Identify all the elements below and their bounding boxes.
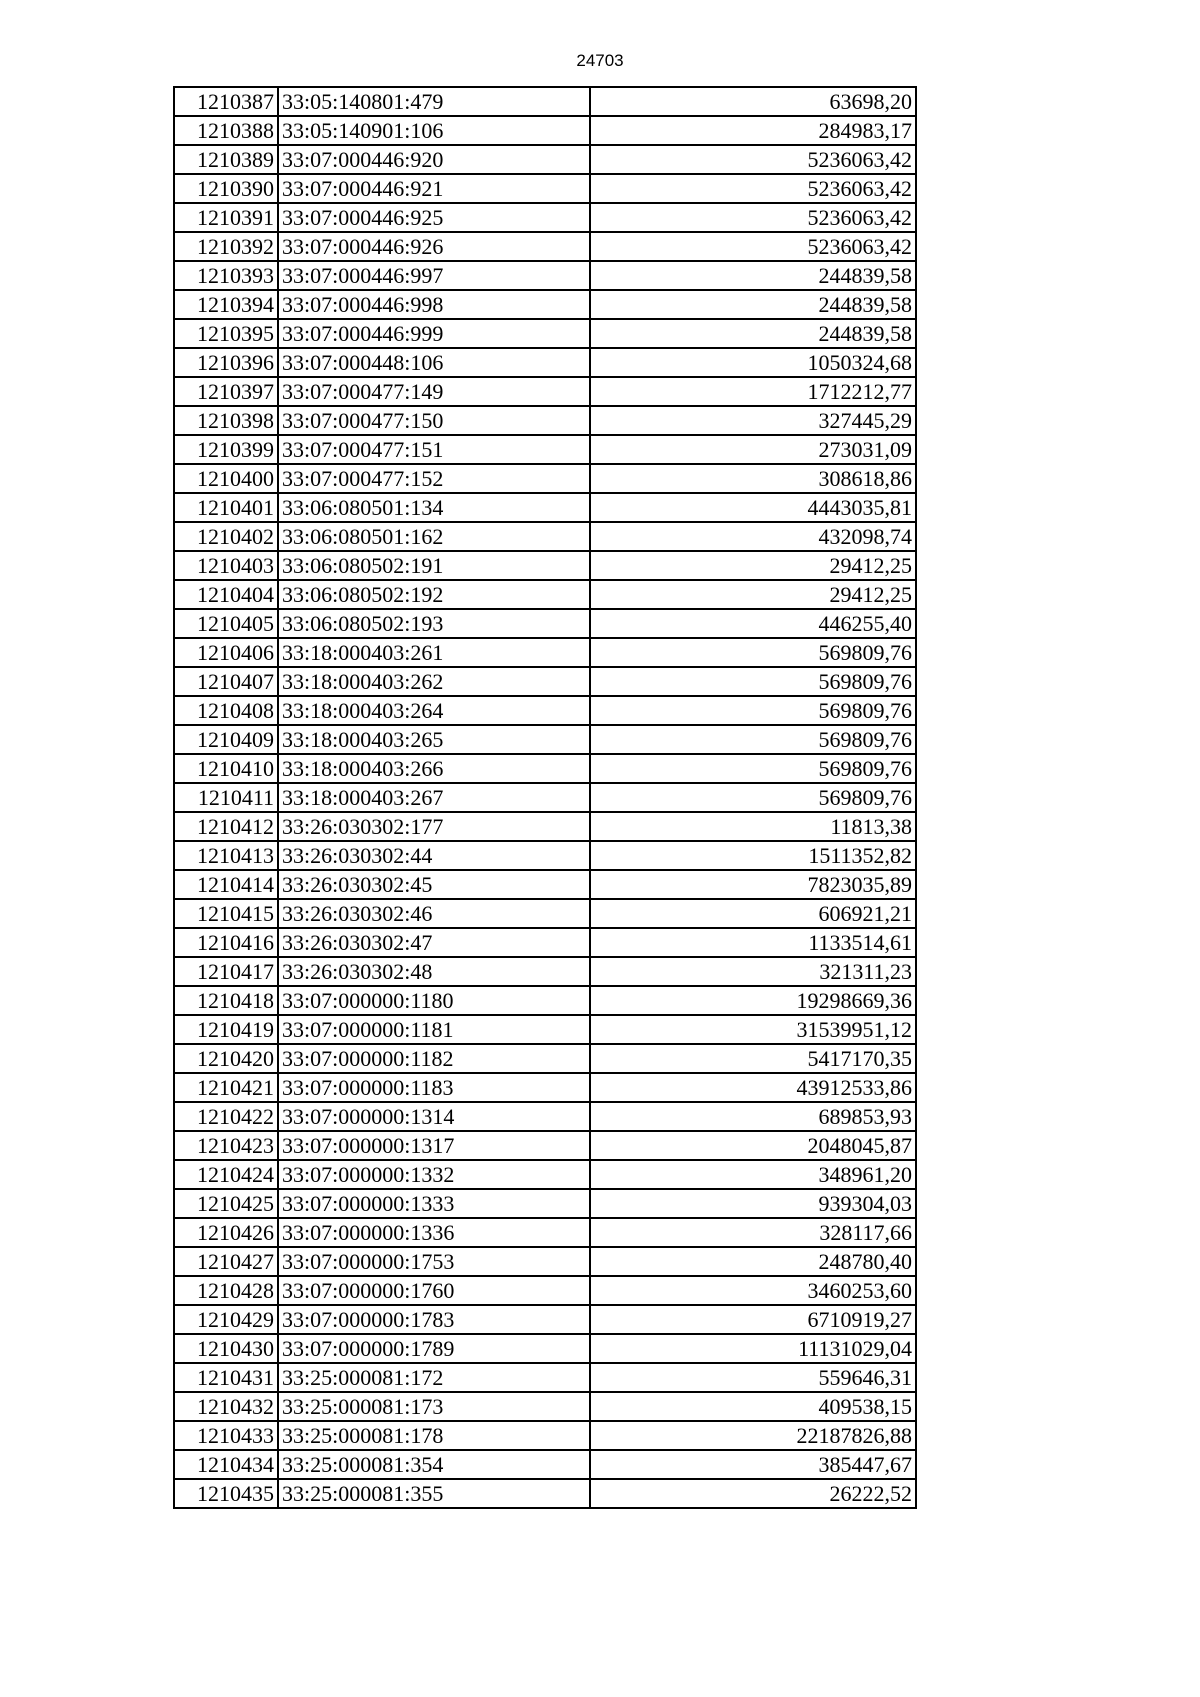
row-id-cell: 1210392 xyxy=(174,232,278,261)
table-row xyxy=(174,696,916,725)
value-cell: 248780,40 xyxy=(590,1247,916,1276)
cadastral-number-cell: 33:07:000477:152 xyxy=(278,464,590,493)
value-cell: 5236063,42 xyxy=(590,174,916,203)
value-cell: 569809,76 xyxy=(590,696,916,725)
cadastral-number-cell: 33:07:000446:926 xyxy=(278,232,590,261)
cadastral-number-cell: 33:06:080501:134 xyxy=(278,493,590,522)
row-id-cell: 1210394 xyxy=(174,290,278,319)
row-id-cell: 1210414 xyxy=(174,870,278,899)
row-id-cell: 1210418 xyxy=(174,986,278,1015)
value-cell: 327445,29 xyxy=(590,406,916,435)
value-cell: 244839,58 xyxy=(590,261,916,290)
table-row xyxy=(174,638,916,667)
row-id-cell: 1210408 xyxy=(174,696,278,725)
cadastral-number-cell: 33:07:000000:1317 xyxy=(278,1131,590,1160)
value-cell: 569809,76 xyxy=(590,783,916,812)
table-row xyxy=(174,406,916,435)
table-row xyxy=(174,261,916,290)
value-cell: 11813,38 xyxy=(590,812,916,841)
value-cell: 569809,76 xyxy=(590,754,916,783)
cadastral-number-cell: 33:07:000446:998 xyxy=(278,290,590,319)
value-cell: 5236063,42 xyxy=(590,145,916,174)
cadastral-number-cell: 33:06:080501:162 xyxy=(278,522,590,551)
row-id-cell: 1210423 xyxy=(174,1131,278,1160)
row-id-cell: 1210433 xyxy=(174,1421,278,1450)
cadastral-number-cell: 33:07:000446:997 xyxy=(278,261,590,290)
table-row xyxy=(174,580,916,609)
cadastral-number-cell: 33:07:000000:1789 xyxy=(278,1334,590,1363)
row-id-cell: 1210390 xyxy=(174,174,278,203)
table-row xyxy=(174,1073,916,1102)
cadastral-number-cell: 33:07:000000:1753 xyxy=(278,1247,590,1276)
cadastral-number-cell: 33:18:000403:266 xyxy=(278,754,590,783)
cadastral-number-cell: 33:07:000477:150 xyxy=(278,406,590,435)
value-cell: 284983,17 xyxy=(590,116,916,145)
table-row xyxy=(174,812,916,841)
cadastral-number-cell: 33:07:000477:151 xyxy=(278,435,590,464)
row-id-cell: 1210429 xyxy=(174,1305,278,1334)
value-cell: 1133514,61 xyxy=(590,928,916,957)
table-row xyxy=(174,1102,916,1131)
row-id-cell: 1210425 xyxy=(174,1189,278,1218)
table-row xyxy=(174,1247,916,1276)
value-cell: 5236063,42 xyxy=(590,232,916,261)
value-cell: 5417170,35 xyxy=(590,1044,916,1073)
value-cell: 559646,31 xyxy=(590,1363,916,1392)
table-row xyxy=(174,783,916,812)
value-cell: 43912533,86 xyxy=(590,1073,916,1102)
row-id-cell: 1210434 xyxy=(174,1450,278,1479)
cadastral-number-cell: 33:05:140801:479 xyxy=(278,87,590,116)
table-row xyxy=(174,754,916,783)
cadastral-number-cell: 33:06:080502:192 xyxy=(278,580,590,609)
cadastral-number-cell: 33:18:000403:267 xyxy=(278,783,590,812)
value-cell: 2048045,87 xyxy=(590,1131,916,1160)
value-cell: 31539951,12 xyxy=(590,1015,916,1044)
row-id-cell: 1210426 xyxy=(174,1218,278,1247)
cadastral-number-cell: 33:07:000477:149 xyxy=(278,377,590,406)
table-row xyxy=(174,841,916,870)
table-row xyxy=(174,174,916,203)
value-cell: 1511352,82 xyxy=(590,841,916,870)
value-cell: 606921,21 xyxy=(590,899,916,928)
value-cell: 6710919,27 xyxy=(590,1305,916,1334)
cadastral-number-cell: 33:26:030302:177 xyxy=(278,812,590,841)
table-row xyxy=(174,928,916,957)
table-row xyxy=(174,1189,916,1218)
table-row xyxy=(174,232,916,261)
value-cell: 63698,20 xyxy=(590,87,916,116)
table-row xyxy=(174,1131,916,1160)
cadastral-number-cell: 33:07:000446:999 xyxy=(278,319,590,348)
table-row xyxy=(174,957,916,986)
table-row xyxy=(174,667,916,696)
table-row xyxy=(174,116,916,145)
cadastral-number-cell: 33:05:140901:106 xyxy=(278,116,590,145)
row-id-cell: 1210427 xyxy=(174,1247,278,1276)
value-cell: 244839,58 xyxy=(590,290,916,319)
value-cell: 569809,76 xyxy=(590,638,916,667)
row-id-cell: 1210400 xyxy=(174,464,278,493)
value-cell: 7823035,89 xyxy=(590,870,916,899)
row-id-cell: 1210411 xyxy=(174,783,278,812)
cadastral-number-cell: 33:26:030302:47 xyxy=(278,928,590,957)
value-cell: 321311,23 xyxy=(590,957,916,986)
table-row xyxy=(174,203,916,232)
cadastral-number-cell: 33:07:000448:106 xyxy=(278,348,590,377)
table-row xyxy=(174,1392,916,1421)
row-id-cell: 1210431 xyxy=(174,1363,278,1392)
row-id-cell: 1210419 xyxy=(174,1015,278,1044)
row-id-cell: 1210388 xyxy=(174,116,278,145)
table-row xyxy=(174,899,916,928)
cadastral-number-cell: 33:25:000081:173 xyxy=(278,1392,590,1421)
row-id-cell: 1210435 xyxy=(174,1479,278,1508)
cadastral-number-cell: 33:07:000446:921 xyxy=(278,174,590,203)
table-row xyxy=(174,348,916,377)
cadastral-number-cell: 33:07:000000:1180 xyxy=(278,986,590,1015)
cadastral-number-cell: 33:07:000000:1333 xyxy=(278,1189,590,1218)
cadastral-number-cell: 33:25:000081:172 xyxy=(278,1363,590,1392)
value-cell: 446255,40 xyxy=(590,609,916,638)
cadastral-number-cell: 33:25:000081:355 xyxy=(278,1479,590,1508)
table-row xyxy=(174,1421,916,1450)
table-row xyxy=(174,870,916,899)
row-id-cell: 1210412 xyxy=(174,812,278,841)
table-row xyxy=(174,522,916,551)
value-cell: 939304,03 xyxy=(590,1189,916,1218)
value-cell: 1050324,68 xyxy=(590,348,916,377)
value-cell: 4443035,81 xyxy=(590,493,916,522)
table-row xyxy=(174,1218,916,1247)
cadastral-number-cell: 33:26:030302:46 xyxy=(278,899,590,928)
cadastral-number-cell: 33:07:000000:1181 xyxy=(278,1015,590,1044)
table-row xyxy=(174,493,916,522)
table-row xyxy=(174,377,916,406)
value-cell: 11131029,04 xyxy=(590,1334,916,1363)
cadastral-number-cell: 33:25:000081:178 xyxy=(278,1421,590,1450)
value-cell: 432098,74 xyxy=(590,522,916,551)
cadastral-number-cell: 33:18:000403:262 xyxy=(278,667,590,696)
cadastral-number-cell: 33:26:030302:44 xyxy=(278,841,590,870)
table-row xyxy=(174,319,916,348)
row-id-cell: 1210406 xyxy=(174,638,278,667)
value-cell: 29412,25 xyxy=(590,580,916,609)
row-id-cell: 1210413 xyxy=(174,841,278,870)
row-id-cell: 1210430 xyxy=(174,1334,278,1363)
value-cell: 348961,20 xyxy=(590,1160,916,1189)
table-row xyxy=(174,1160,916,1189)
table-row xyxy=(174,986,916,1015)
cadastral-number-cell: 33:07:000000:1332 xyxy=(278,1160,590,1189)
cadastral-number-cell: 33:07:000446:920 xyxy=(278,145,590,174)
row-id-cell: 1210396 xyxy=(174,348,278,377)
value-cell: 385447,67 xyxy=(590,1450,916,1479)
value-cell: 22187826,88 xyxy=(590,1421,916,1450)
cadastral-number-cell: 33:25:000081:354 xyxy=(278,1450,590,1479)
table-row xyxy=(174,1276,916,1305)
value-cell: 328117,66 xyxy=(590,1218,916,1247)
table-row xyxy=(174,87,916,116)
table-row xyxy=(174,1450,916,1479)
cadastral-number-cell: 33:18:000403:261 xyxy=(278,638,590,667)
row-id-cell: 1210401 xyxy=(174,493,278,522)
row-id-cell: 1210393 xyxy=(174,261,278,290)
cadastral-number-cell: 33:07:000446:925 xyxy=(278,203,590,232)
page-number: 24703 xyxy=(576,51,624,70)
value-cell: 26222,52 xyxy=(590,1479,916,1508)
row-id-cell: 1210407 xyxy=(174,667,278,696)
value-cell: 569809,76 xyxy=(590,667,916,696)
value-cell: 308618,86 xyxy=(590,464,916,493)
cadastral-number-cell: 33:07:000000:1314 xyxy=(278,1102,590,1131)
cadastral-value-table xyxy=(173,86,917,1509)
cadastral-number-cell: 33:07:000000:1183 xyxy=(278,1073,590,1102)
cadastral-number-cell: 33:26:030302:48 xyxy=(278,957,590,986)
row-id-cell: 1210424 xyxy=(174,1160,278,1189)
table-row xyxy=(174,1305,916,1334)
row-id-cell: 1210410 xyxy=(174,754,278,783)
row-id-cell: 1210398 xyxy=(174,406,278,435)
row-id-cell: 1210403 xyxy=(174,551,278,580)
table-row xyxy=(174,725,916,754)
cadastral-number-cell: 33:18:000403:265 xyxy=(278,725,590,754)
cadastral-number-cell: 33:07:000000:1760 xyxy=(278,1276,590,1305)
row-id-cell: 1210428 xyxy=(174,1276,278,1305)
cadastral-number-cell: 33:07:000000:1336 xyxy=(278,1218,590,1247)
row-id-cell: 1210415 xyxy=(174,899,278,928)
value-cell: 5236063,42 xyxy=(590,203,916,232)
value-cell: 409538,15 xyxy=(590,1392,916,1421)
value-cell: 1712212,77 xyxy=(590,377,916,406)
cadastral-number-cell: 33:06:080502:193 xyxy=(278,609,590,638)
row-id-cell: 1210416 xyxy=(174,928,278,957)
table-row xyxy=(174,290,916,319)
table-row xyxy=(174,1479,916,1508)
row-id-cell: 1210397 xyxy=(174,377,278,406)
value-cell: 689853,93 xyxy=(590,1102,916,1131)
row-id-cell: 1210432 xyxy=(174,1392,278,1421)
table-row xyxy=(174,464,916,493)
cadastral-number-cell: 33:18:000403:264 xyxy=(278,696,590,725)
value-cell: 29412,25 xyxy=(590,551,916,580)
table-row xyxy=(174,1044,916,1073)
row-id-cell: 1210389 xyxy=(174,145,278,174)
value-cell: 19298669,36 xyxy=(590,986,916,1015)
row-id-cell: 1210417 xyxy=(174,957,278,986)
row-id-cell: 1210395 xyxy=(174,319,278,348)
row-id-cell: 1210404 xyxy=(174,580,278,609)
table-body xyxy=(174,87,916,1508)
table-row xyxy=(174,609,916,638)
table-row xyxy=(174,1015,916,1044)
cadastral-number-cell: 33:07:000000:1783 xyxy=(278,1305,590,1334)
row-id-cell: 1210391 xyxy=(174,203,278,232)
row-id-cell: 1210421 xyxy=(174,1073,278,1102)
value-cell: 244839,58 xyxy=(590,319,916,348)
value-cell: 569809,76 xyxy=(590,725,916,754)
row-id-cell: 1210420 xyxy=(174,1044,278,1073)
value-cell: 3460253,60 xyxy=(590,1276,916,1305)
row-id-cell: 1210409 xyxy=(174,725,278,754)
cadastral-number-cell: 33:06:080502:191 xyxy=(278,551,590,580)
table-row xyxy=(174,435,916,464)
cadastral-number-cell: 33:07:000000:1182 xyxy=(278,1044,590,1073)
row-id-cell: 1210399 xyxy=(174,435,278,464)
table-row xyxy=(174,1363,916,1392)
row-id-cell: 1210402 xyxy=(174,522,278,551)
table-row xyxy=(174,145,916,174)
value-cell: 273031,09 xyxy=(590,435,916,464)
row-id-cell: 1210422 xyxy=(174,1102,278,1131)
row-id-cell: 1210405 xyxy=(174,609,278,638)
row-id-cell: 1210387 xyxy=(174,87,278,116)
table-row xyxy=(174,551,916,580)
cadastral-number-cell: 33:26:030302:45 xyxy=(278,870,590,899)
table-row xyxy=(174,1334,916,1363)
